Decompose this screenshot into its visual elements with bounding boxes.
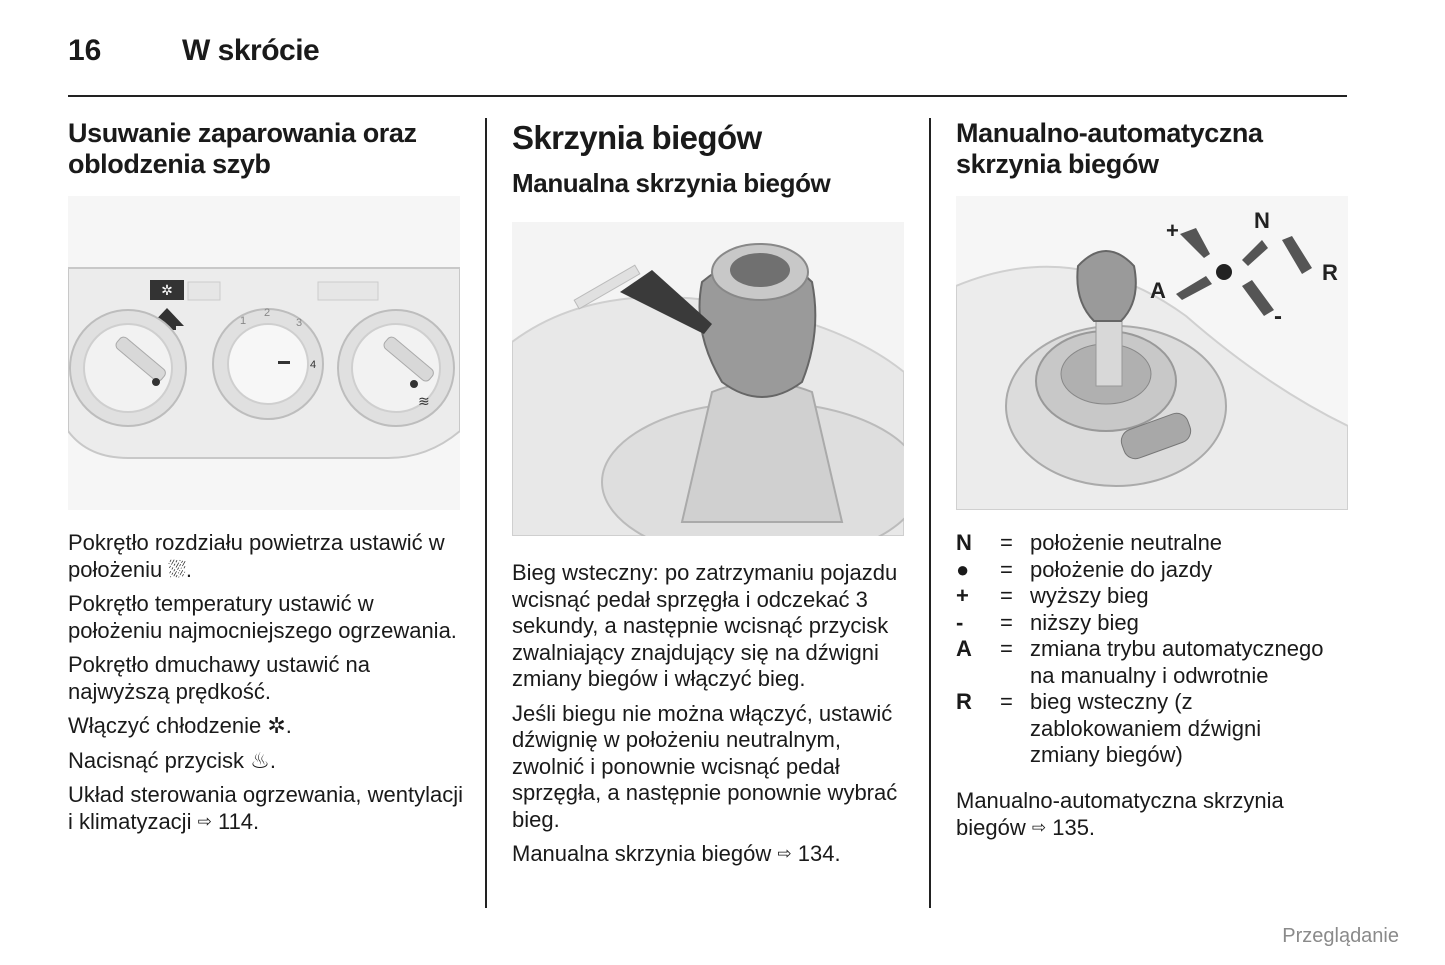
rear-defrost-icon: ♨ [250, 747, 270, 773]
defrost-step-1: Pokrętło rozdziału powietrza ustawić w położeniu ⛆. [68, 530, 445, 582]
gear-fail-instructions: Jeśli biegu nie można włączyć, ustawić dźwignię w położeniu neutralnym, zwolnić i ponownie wcisnąć pedał sprzęgła, a następnie ponownie wybrać bieg. [512, 700, 898, 832]
automatic-gearbox-reference-block [956, 788, 1346, 851]
label-r: R [1322, 260, 1338, 285]
legend-row-plus: + = wyższy bieg [956, 583, 1149, 608]
fan-label-1: 1 [240, 315, 247, 327]
gear-legend [956, 530, 1350, 769]
page-reference-arrow-icon: ⇨ [777, 844, 792, 863]
svg-text:≋: ≋ [418, 394, 430, 410]
fan-label-4: 4 [310, 359, 317, 371]
label-n: N [1254, 208, 1270, 233]
fan-label-3: 3 [296, 317, 303, 329]
defrost-heading: Usuwanie zaparowania oraz oblodzenia szyb [68, 118, 417, 179]
defrost-instructions [68, 530, 468, 845]
automatic-gearbox-heading: Manualno-automatyczna skrzynia biegów [956, 118, 1263, 179]
automatic-shifter-figure [956, 196, 1348, 510]
page-number: 16 [68, 34, 102, 67]
manual-shifter-figure [512, 222, 904, 536]
page-header-title: W skrócie [182, 34, 320, 67]
fan-label-2: 2 [264, 307, 271, 319]
manual-gearbox-reference: Manualna skrzynia biegów ⇨ 134. [512, 841, 841, 866]
header-rule [68, 95, 1347, 97]
reverse-gear-instructions: Bieg wsteczny: po zatrzymaniu pojazdu wcisnąć pedał sprzęgła i odczekać 3 sekundy, a następnie wcisnąć przycisk zwalniający znajdujący się na dźwigni zmiany biegów i włączyć bieg. [512, 560, 898, 691]
defrost-reference-page: 114. [217, 808, 260, 834]
manual-gearbox-text [512, 560, 912, 878]
label-a: A [1150, 278, 1166, 303]
label-plus: + [1166, 218, 1179, 243]
legend-row-n: N = położenie neutralne [956, 530, 1223, 555]
browse-link[interactable]: Przeglądanie [1282, 925, 1399, 947]
defrost-step-2: Pokrętło temperatury ustawić w położeniu najmocniejszego ogrzewania. [68, 591, 457, 643]
page-reference-arrow-icon: ⇨ [1031, 817, 1047, 837]
defrost-step-5: Nacisnąć przycisk ♨. [68, 747, 277, 773]
column-divider-1 [485, 118, 487, 908]
legend-row-a: A = zmiana trybu automatycznego na manualny i odwrotnie [956, 636, 1324, 688]
defrost-step-3: Pokrętło dmuchawy ustawić na najwyższą prędkość. [68, 652, 371, 704]
column-divider-2 [929, 118, 931, 908]
manual-gearbox-heading: Manualna skrzynia biegów [512, 168, 831, 198]
gearbox-section-title: Skrzynia biegów [512, 119, 762, 156]
drive-position-dot [1216, 264, 1232, 280]
legend-row-minus: - = niższy bieg [956, 609, 1139, 635]
legend-row-drive: ● = położenie do jazdy [956, 556, 1213, 582]
snowflake-icon: ✲ [267, 713, 286, 738]
column-gearbox [512, 118, 907, 198]
climate-control-figure [68, 196, 460, 510]
svg-text:✲: ✲ [161, 283, 173, 299]
selector-lever [1077, 251, 1135, 321]
column-automatic [956, 118, 1351, 180]
column-defrost [68, 118, 463, 180]
page-reference-arrow-icon: ⇨ [197, 811, 212, 831]
defrost-step-4: Włączyć chłodzenie ✲. [68, 713, 292, 738]
label-minus: - [1274, 303, 1282, 330]
air-distribution-icon: ⛆ [168, 556, 186, 582]
automatic-gearbox-reference: Manualno-automatyczna skrzynia biegów ⇨ 135. [956, 788, 1284, 840]
defrost-reference: Układ sterowania ogrzewania, wentylacji i klimatyzacji ⇨ 114. [68, 782, 463, 834]
legend-row-r: R = bieg wsteczny (z zablokowaniem dźwigni zmiany biegów) [956, 689, 1262, 767]
